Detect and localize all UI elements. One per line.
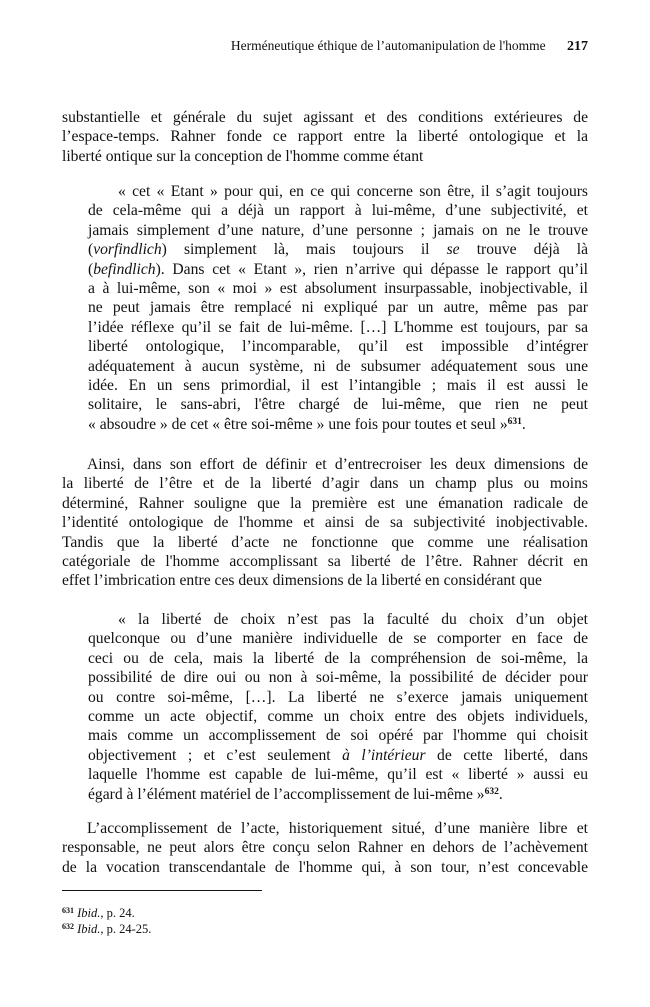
text-run: « la liberté de choix n’est pas la faculté du choix d’un objet (118, 611, 588, 628)
text-run: « absoudre » de cet « être soi-même » une fois pour toutes et seul » (88, 415, 508, 433)
text-line (62, 455, 588, 474)
text-line (62, 819, 588, 838)
text-run: Ainsi, dans son effort de définir et d’entrecroiser les deux dimensions de (87, 456, 588, 473)
text-line (88, 610, 588, 629)
text-run: possibilité de dire oui ou non à soi-même, la possibilité de décider pour (88, 669, 588, 687)
text-line (62, 838, 588, 857)
text-line (88, 260, 588, 279)
text-line (88, 337, 588, 356)
text-run: « cet « Etant » pour qui, en ce qui concerne son être, il s’agit toujours (118, 183, 588, 200)
footnote-ref: 631 (507, 416, 522, 427)
text-run: la liberté de l’être et de la liberté d’agir dans un champ plus ou moins (62, 475, 588, 493)
italic-text: befindlich (93, 260, 156, 278)
text-run: responsable, ne peut alors être conçu selon Rahner en dehors de l’achèvement (62, 839, 588, 857)
text-run: de la vocation transcendantale de l'homme qui, à son tour, n’est concevable (62, 858, 588, 876)
footnote-632 (62, 921, 151, 937)
footnote-631 (62, 905, 135, 921)
text-line (62, 494, 588, 513)
text-line (88, 318, 588, 337)
text-line (88, 415, 588, 434)
text-run: . (498, 785, 503, 803)
running-header (62, 38, 588, 55)
text-line (88, 746, 588, 765)
italic-text: à l’intérieur (342, 746, 426, 764)
text-run: substantielle et générale du sujet agissant et des conditions extérieures de (62, 109, 588, 126)
text-run: l’espace-temps. Rahner fonde ce rapport entre la liberté ontologique et la (62, 128, 588, 146)
running-title: Herméneutique éthique de l’automanipulation de l'homme (230, 38, 546, 53)
text-run: catégoriale de l'homme accomplissant sa liberté de l’être. Rahner décrit en (62, 552, 588, 570)
footnote-number: 631 (62, 906, 74, 915)
text-line (62, 533, 588, 552)
text-line (62, 127, 588, 146)
text-run: l’idée réflexe qu’il se fait de lui-même. […] L'homme est toujours, par sa (88, 318, 588, 336)
text-line (88, 279, 588, 298)
paragraph (62, 455, 588, 591)
text-run: ( (88, 241, 94, 259)
text-run: comme un acte objectif, comme un choix entre des objets individuels, (88, 707, 588, 725)
text-run: l’identité ontologique de l'homme et ainsi de sa subjectivité inobjectivable. (62, 514, 588, 532)
text-line (88, 395, 588, 414)
text-line (88, 298, 588, 317)
text-run: égard à l’élément matériel de l’accomplissement de lui-même » (88, 785, 485, 803)
text-line (88, 376, 588, 395)
text-line (62, 513, 588, 532)
text-run: ne peut jamais être remplacé ni expliqué par un autre, même pas par (88, 299, 588, 317)
text-line (62, 147, 588, 166)
text-line (62, 858, 588, 877)
text-run: L’accomplissement de l’acte, historiquement situé, d’une manière libre et (87, 820, 588, 837)
text-line (62, 108, 588, 127)
text-line (88, 707, 588, 726)
text-line (88, 357, 588, 376)
italic-text: se (446, 241, 460, 259)
footnote-source: Ibid. (77, 906, 101, 920)
text-run: quelconque ou d’une manière individuelle de se comporter en face de (88, 630, 588, 648)
text-line (88, 726, 588, 745)
text-run: ). Dans cet « Etant », rien n’arrive qui dépasse le rapport qu’il (155, 260, 588, 278)
paragraph (62, 819, 588, 877)
footnote-ref: 632 (484, 786, 499, 797)
text-run: . (521, 415, 526, 433)
italic-text: vorfindlich (93, 241, 162, 259)
text-line (62, 474, 588, 493)
text-run: Tandis que la liberté d’acte ne fonctionne que comme une réalisation (62, 533, 588, 551)
text-line (88, 688, 588, 707)
text-run: ou contre soi-même, […]. La liberté ne s’exerce jamais uniquement (88, 688, 588, 706)
text-line (88, 668, 588, 687)
text-line (88, 240, 588, 259)
text-run: jamais simplement d’une nature, d’une personne ; jamais on ne le trouve (88, 221, 588, 239)
text-run: ceci ou de cela, mais la liberté de la compréhension de soi-même, la (88, 649, 588, 667)
text-run: de cette liberté, dans (425, 746, 588, 764)
text-run: a à lui-même, son « moi » est absolument insurpassable, inobjectivable, il (88, 279, 588, 297)
text-line (88, 649, 588, 668)
block-quote (88, 610, 588, 804)
text-line (62, 552, 588, 571)
text-run: ( (88, 260, 94, 278)
text-run: de cela-même qui a déjà un rapport à lui-même, d’une subjectivité, et (88, 202, 588, 220)
paragraph (62, 108, 588, 166)
text-line (88, 765, 588, 784)
footnote-source: Ibid. (77, 922, 101, 936)
text-run: effet l’imbrication entre ces deux dimensions de la liberté en considérant que (62, 572, 542, 590)
text-run: mais comme un accomplissement de soi opéré par l'homme qui choisit (88, 727, 588, 745)
text-run: liberté ontologique, l’incomparable, qu’il est impossible d’intégrer (88, 338, 588, 356)
text-run: laquelle l'homme est capable de lui-même, qu’il est « liberté » aussi eu (88, 766, 588, 784)
text-line (88, 785, 588, 804)
footnote-text: , p. 24-25. (100, 922, 152, 936)
footnote-number: 632 (62, 922, 74, 931)
text-run: déterminé, Rahner souligne que la première est une émanation radicale de (62, 494, 588, 512)
text-run: ) simplement là, mais toujours il (161, 241, 447, 259)
text-line (62, 571, 588, 590)
text-run: liberté ontique sur la conception de l'homme comme étant (62, 147, 424, 165)
text-line (88, 182, 588, 201)
text-line (88, 201, 588, 220)
text-line (88, 221, 588, 240)
footnote-separator (62, 890, 262, 891)
text-run: objectivement ; et c’est seulement (88, 746, 343, 764)
text-run: adéquatement à aucun système, ni de subsumer adéquatement sous une (88, 357, 588, 375)
page-number: 217 (567, 39, 588, 54)
text-run: idée. En un sens primordial, il est l’intangible ; mais il est aussi le (88, 376, 588, 394)
footnote-text: , p. 24. (100, 906, 135, 920)
block-quote (88, 182, 588, 434)
text-line (88, 629, 588, 648)
text-run: solitaire, le sans-abri, l'être chargé de lui-même, que rien ne peut (88, 396, 588, 414)
text-run: trouve déjà là (459, 241, 588, 259)
